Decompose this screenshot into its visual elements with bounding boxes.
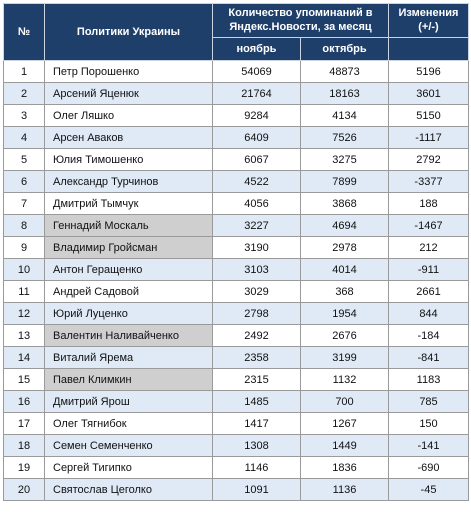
october-count: 7526 (301, 127, 389, 149)
november-count: 3227 (213, 215, 301, 237)
change-value: -184 (389, 325, 469, 347)
november-count: 1091 (213, 479, 301, 501)
table-row (4, 457, 469, 479)
row-number: 12 (4, 303, 45, 325)
change-value: 150 (389, 413, 469, 435)
november-count: 4522 (213, 171, 301, 193)
november-count: 1485 (213, 391, 301, 413)
table-row (4, 193, 469, 215)
row-number: 1 (4, 61, 45, 83)
table-row (4, 479, 469, 501)
table-row (4, 347, 469, 369)
change-value: 844 (389, 303, 469, 325)
change-value: -141 (389, 435, 469, 457)
october-count: 1954 (301, 303, 389, 325)
table-header (4, 4, 469, 61)
row-number: 10 (4, 259, 45, 281)
change-value: 2792 (389, 149, 469, 171)
header-mentions: Количество упоминаний в Яндекс.Новости, за месяц (213, 4, 389, 38)
october-count: 4014 (301, 259, 389, 281)
table-row (4, 127, 469, 149)
row-number: 11 (4, 281, 45, 303)
october-count: 1136 (301, 479, 389, 501)
table-row (4, 303, 469, 325)
row-number: 6 (4, 171, 45, 193)
politician-name: Юлия Тимошенко (45, 149, 213, 171)
change-value: 188 (389, 193, 469, 215)
politician-name: Олег Тягнибок (45, 413, 213, 435)
row-number: 19 (4, 457, 45, 479)
row-number: 5 (4, 149, 45, 171)
november-count: 2798 (213, 303, 301, 325)
table-body (4, 61, 469, 501)
october-count: 4694 (301, 215, 389, 237)
october-count: 1836 (301, 457, 389, 479)
header-politicians: Политики Украины (45, 4, 213, 61)
politician-name: Антон Геращенко (45, 259, 213, 281)
october-count: 1267 (301, 413, 389, 435)
politician-name: Сергей Тигипко (45, 457, 213, 479)
change-value: 2661 (389, 281, 469, 303)
change-value: 1183 (389, 369, 469, 391)
november-count: 4056 (213, 193, 301, 215)
table-row (4, 281, 469, 303)
table-row (4, 83, 469, 105)
november-count: 1308 (213, 435, 301, 457)
politician-name: Валентин Наливайченко (45, 325, 213, 347)
row-number: 14 (4, 347, 45, 369)
table-row (4, 413, 469, 435)
politician-name: Виталий Ярема (45, 347, 213, 369)
november-count: 9284 (213, 105, 301, 127)
politician-name: Александр Турчинов (45, 171, 213, 193)
header-november: ноябрь (213, 37, 301, 60)
table-row (4, 237, 469, 259)
table-row (4, 215, 469, 237)
row-number: 16 (4, 391, 45, 413)
november-count: 6067 (213, 149, 301, 171)
october-count: 700 (301, 391, 389, 413)
row-number: 17 (4, 413, 45, 435)
change-value: -1467 (389, 215, 469, 237)
november-count: 3103 (213, 259, 301, 281)
row-number: 4 (4, 127, 45, 149)
october-count: 3868 (301, 193, 389, 215)
change-value: 5196 (389, 61, 469, 83)
row-number: 8 (4, 215, 45, 237)
politician-name: Арсен Аваков (45, 127, 213, 149)
table-row (4, 171, 469, 193)
table-row (4, 259, 469, 281)
row-number: 15 (4, 369, 45, 391)
header-change-blank (389, 37, 469, 60)
table-row (4, 435, 469, 457)
header-number: № (4, 4, 45, 61)
change-value: -690 (389, 457, 469, 479)
row-number: 7 (4, 193, 45, 215)
table-row (4, 369, 469, 391)
change-value: -3377 (389, 171, 469, 193)
change-value: 785 (389, 391, 469, 413)
politician-name: Дмитрий Ярош (45, 391, 213, 413)
november-count: 3190 (213, 237, 301, 259)
politician-name: Святослав Цеголко (45, 479, 213, 501)
change-value: -1117 (389, 127, 469, 149)
october-count: 48873 (301, 61, 389, 83)
november-count: 2358 (213, 347, 301, 369)
november-count: 2315 (213, 369, 301, 391)
row-number: 2 (4, 83, 45, 105)
politician-name: Владимир Гройсман (45, 237, 213, 259)
table-row (4, 325, 469, 347)
table-row (4, 61, 469, 83)
change-value: 3601 (389, 83, 469, 105)
header-change: Изменения (+/-) (389, 4, 469, 38)
november-count: 2492 (213, 325, 301, 347)
politician-name: Дмитрий Тымчук (45, 193, 213, 215)
change-value: -45 (389, 479, 469, 501)
november-count: 3029 (213, 281, 301, 303)
november-count: 1417 (213, 413, 301, 435)
october-count: 1449 (301, 435, 389, 457)
politician-name: Семен Семенченко (45, 435, 213, 457)
row-number: 20 (4, 479, 45, 501)
politician-name: Павел Климкин (45, 369, 213, 391)
november-count: 1146 (213, 457, 301, 479)
october-count: 7899 (301, 171, 389, 193)
table-row (4, 391, 469, 413)
november-count: 21764 (213, 83, 301, 105)
change-value: 5150 (389, 105, 469, 127)
october-count: 368 (301, 281, 389, 303)
politician-name: Геннадий Москаль (45, 215, 213, 237)
row-number: 18 (4, 435, 45, 457)
politician-name: Арсений Яценюк (45, 83, 213, 105)
table-row (4, 149, 469, 171)
change-value: -841 (389, 347, 469, 369)
row-number: 9 (4, 237, 45, 259)
politician-name: Петр Порошенко (45, 61, 213, 83)
change-value: 212 (389, 237, 469, 259)
header-october: октябрь (301, 37, 389, 60)
politician-name: Олег Ляшко (45, 105, 213, 127)
october-count: 18163 (301, 83, 389, 105)
october-count: 3199 (301, 347, 389, 369)
mentions-table (3, 3, 469, 501)
october-count: 2978 (301, 237, 389, 259)
october-count: 4134 (301, 105, 389, 127)
politician-name: Юрий Луценко (45, 303, 213, 325)
october-count: 3275 (301, 149, 389, 171)
row-number: 3 (4, 105, 45, 127)
change-value: -911 (389, 259, 469, 281)
row-number: 13 (4, 325, 45, 347)
october-count: 1132 (301, 369, 389, 391)
politician-name: Андрей Садовой (45, 281, 213, 303)
november-count: 6409 (213, 127, 301, 149)
october-count: 2676 (301, 325, 389, 347)
table-row (4, 105, 469, 127)
november-count: 54069 (213, 61, 301, 83)
